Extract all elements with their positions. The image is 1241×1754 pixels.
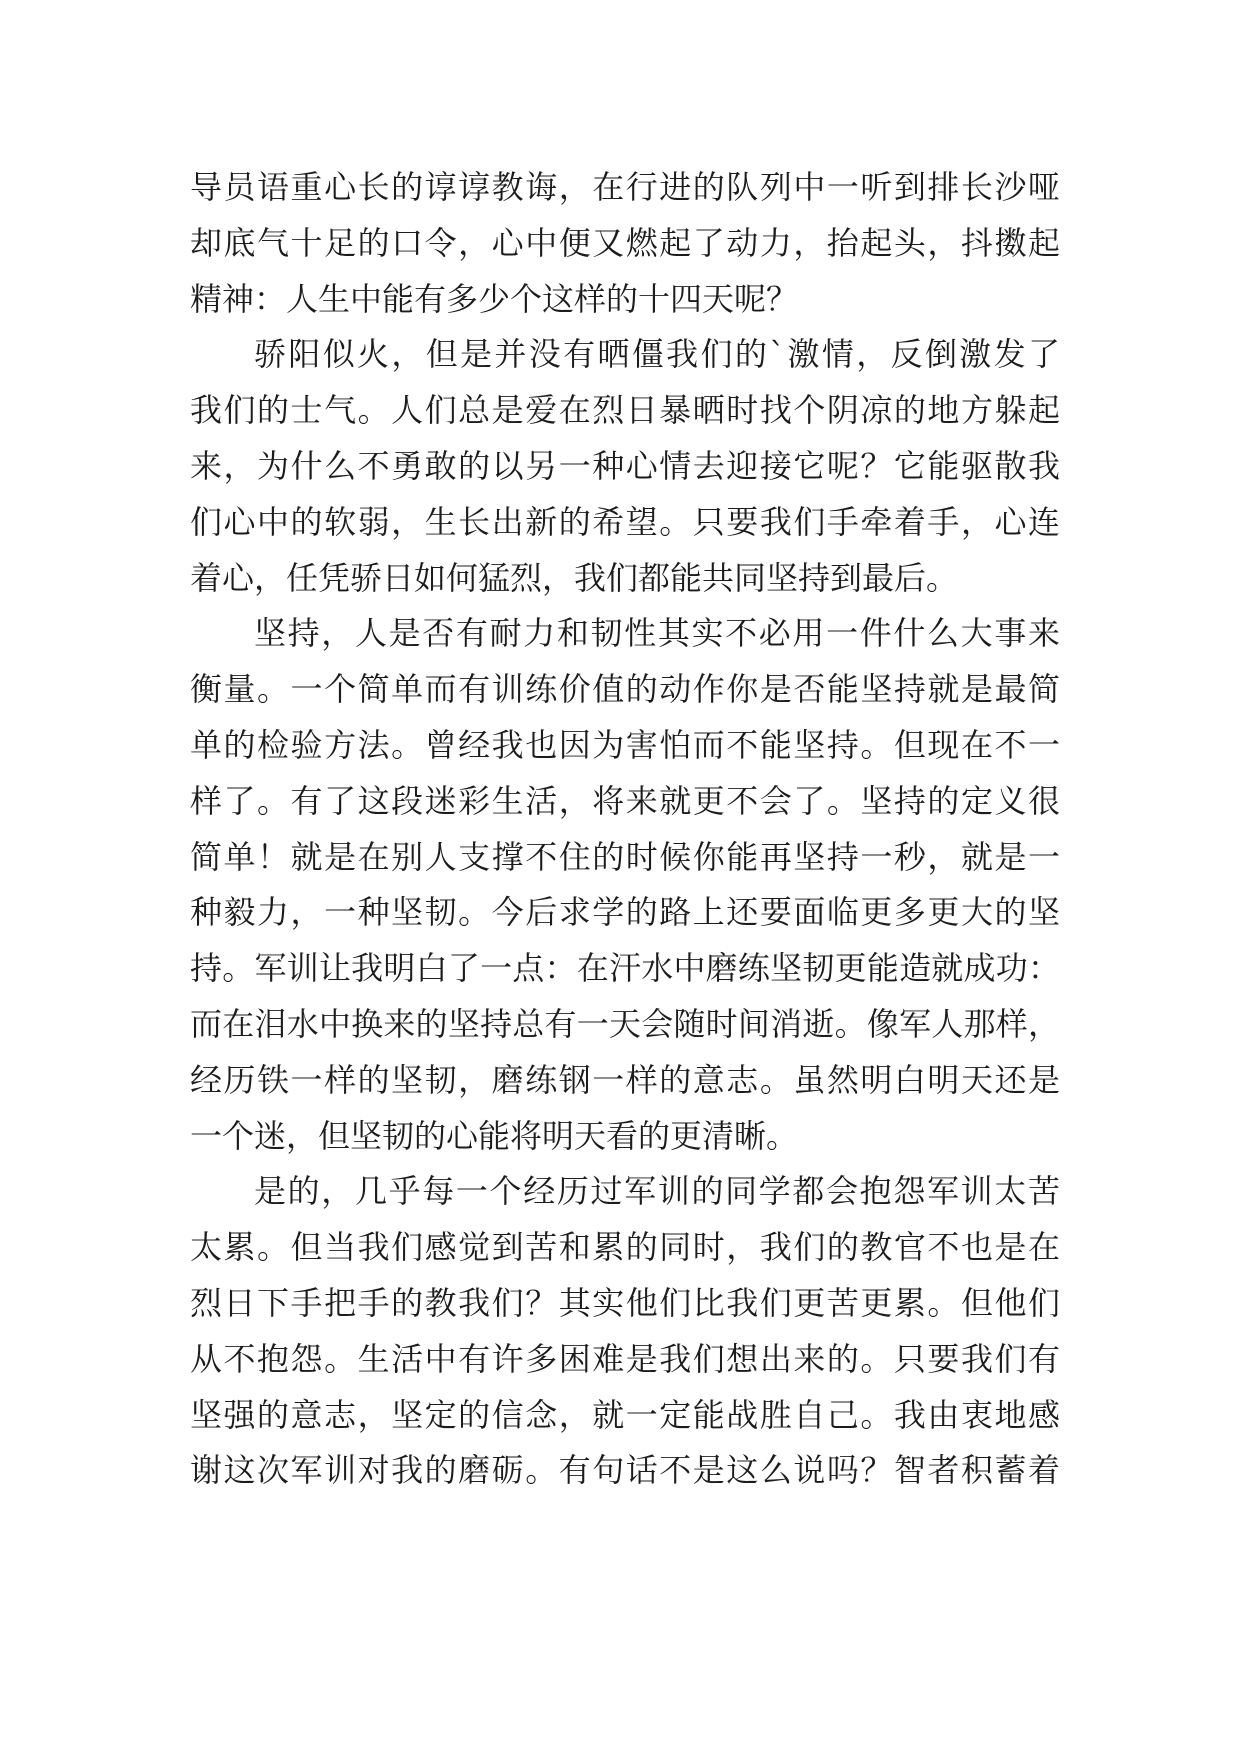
paragraph-line: 来，为什么不勇敢的以另一种心情去迎接它呢？它能驱散我 — [190, 446, 1060, 485]
paragraph-line: 我们的士气。人们总是爱在烈日暴晒时找个阴凉的地方躲起 — [190, 391, 1060, 430]
paragraph-line: 烈日下手把手的教我们？其实他们比我们更苦更累。但他们 — [190, 1283, 1060, 1322]
paragraph-line: 种毅力，一种坚韧。今后求学的路上还要面临更多更大的坚 — [190, 893, 1060, 932]
paragraph-line: 是的，几乎每一个经历过军训的同学都会抱怨军训太苦 — [254, 1172, 1060, 1211]
paragraph-line: 一个迷，但坚韧的心能将明天看的更清晰。 — [190, 1116, 799, 1155]
paragraph-line: 从不抱怨。生活中有许多困难是我们想出来的。只要我们有 — [190, 1339, 1060, 1378]
paragraph-line: 坚持，人是否有耐力和韧性其实不必用一件什么大事来 — [254, 614, 1060, 653]
paragraph-line: 们心中的软弱，生长出新的希望。只要我们手牵着手，心连 — [190, 502, 1060, 541]
paragraph-line: 衡量。一个简单而有训练价值的动作你是否能坚持就是最简 — [190, 670, 1060, 709]
paragraph-line: 太累。但当我们感觉到苦和累的同时，我们的教官不也是在 — [190, 1228, 1060, 1267]
paragraph-line: 而在泪水中换来的坚持总有一天会随时间消逝。像军人那样， — [190, 1004, 1060, 1043]
paragraph-line: 却底气十足的口令，心中便又燃起了动力，抬起头，抖擞起 — [190, 223, 1060, 262]
paragraph-line: 持。军训让我明白了一点：在汗水中磨练坚韧更能造就成功： — [190, 949, 1060, 988]
paragraph-line: 经历铁一样的坚韧，磨练钢一样的意志。虽然明白明天还是 — [190, 1060, 1060, 1099]
paragraph-line: 着心，任凭骄日如何猛烈，我们都能共同坚持到最后。 — [190, 558, 959, 597]
paragraph-line: 导员语重心长的谆谆教诲，在行进的队列中一听到排长沙哑 — [190, 168, 1060, 206]
paragraph-line: 谢这次军训对我的磨砺。有句话不是这么说吗？智者积蓄着 — [190, 1451, 1060, 1490]
paragraph-line: 简单！就是在别人支撑不住的时候你能再坚持一秒，就是一 — [190, 837, 1060, 876]
essay-body — [190, 160, 1060, 1499]
paragraph-line: 样了。有了这段迷彩生活，将来就更不会了。坚持的定义很 — [190, 781, 1060, 820]
paragraph-line: 骄阳似火，但是并没有晒僵我们的`激情，反倒激发了 — [254, 335, 1060, 374]
paragraph-line: 精神：人生中能有多少个这样的十四天呢？ — [190, 279, 799, 318]
paragraph-line: 单的检验方法。曾经我也因为害怕而不能坚持。但现在不一 — [190, 725, 1060, 764]
paragraph-line: 坚强的意志，坚定的信念，就一定能战胜自己。我由衷地感 — [190, 1395, 1060, 1434]
